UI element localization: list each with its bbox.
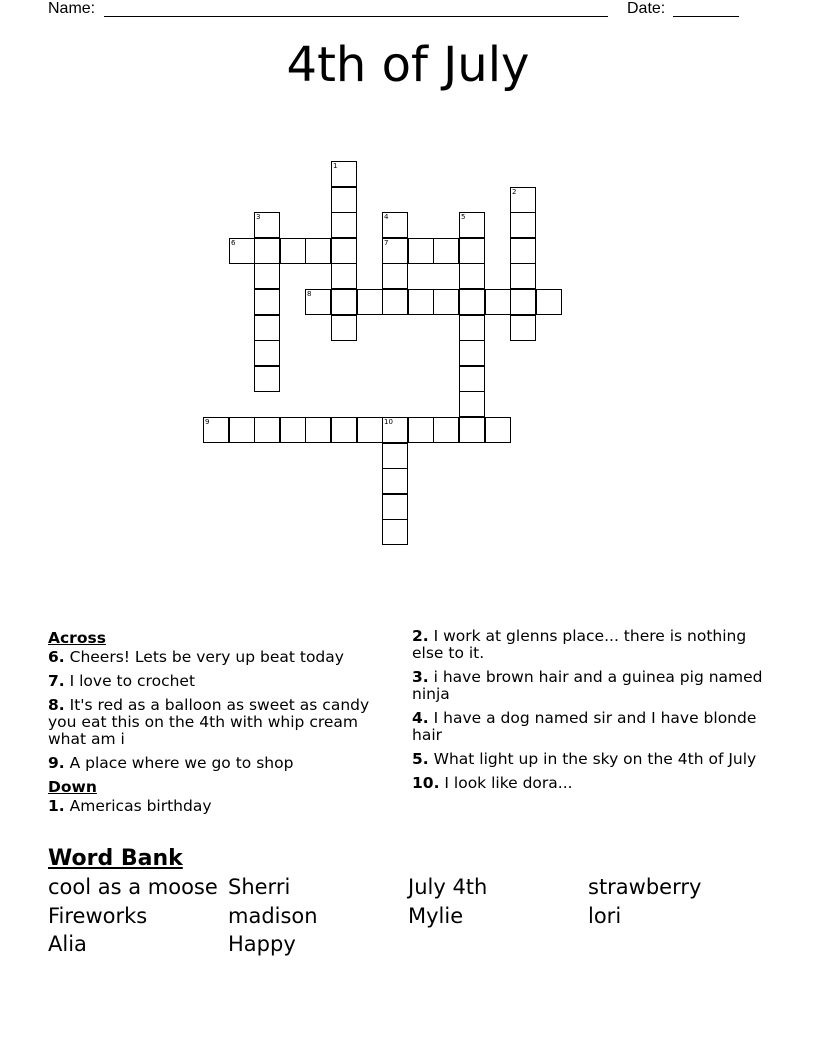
grid-cell[interactable] xyxy=(357,289,383,315)
clue-item xyxy=(412,775,764,792)
grid-cell[interactable] xyxy=(382,519,408,545)
clue-item xyxy=(412,710,764,744)
clue-text: I have a dog named sir and I have blonde hair xyxy=(412,709,757,744)
grid-cell[interactable] xyxy=(536,289,562,315)
clue-item xyxy=(48,755,383,772)
grid-cell[interactable] xyxy=(510,238,536,264)
cell-number: 3 xyxy=(256,213,261,221)
clue-text: Cheers! Lets be very up beat today xyxy=(69,648,344,666)
clue-number: 2. xyxy=(412,627,429,645)
grid-cell[interactable] xyxy=(510,263,536,289)
date-label: Date: xyxy=(627,0,666,17)
word-bank-item: Alia xyxy=(48,932,87,956)
word-bank-item: madison xyxy=(228,904,318,928)
grid-cell[interactable] xyxy=(459,315,485,341)
grid-cell[interactable] xyxy=(203,417,229,443)
cell-number: 1 xyxy=(333,162,338,170)
clue-text: What light up in the sky on the 4th of July xyxy=(433,750,757,768)
grid-cell[interactable] xyxy=(254,263,280,289)
grid-cell[interactable] xyxy=(305,289,331,315)
grid-cell[interactable] xyxy=(459,212,485,238)
grid-cell[interactable] xyxy=(408,289,434,315)
cell-number: 8 xyxy=(307,290,312,298)
grid-cell[interactable] xyxy=(254,366,280,392)
grid-cell[interactable] xyxy=(229,238,255,264)
grid-cell[interactable] xyxy=(382,417,408,443)
clue-number: 9. xyxy=(48,754,65,772)
grid-cell[interactable] xyxy=(382,212,408,238)
clue-text: I work at glenns place... there is nothing else to it. xyxy=(412,627,747,662)
clue-item xyxy=(48,673,383,690)
name-label: Name: xyxy=(48,0,96,17)
grid-cell[interactable] xyxy=(229,417,255,443)
puzzle-title: 4th of July xyxy=(286,37,530,93)
word-bank-item: Sherri xyxy=(228,875,291,899)
clue-number: 5. xyxy=(412,750,429,768)
grid-cell[interactable] xyxy=(433,289,459,315)
word-bank-item: July 4th xyxy=(408,875,488,899)
word-bank-item: cool as a moose xyxy=(48,875,218,899)
clue-text: i have brown hair and a guinea pig named ninja xyxy=(412,668,763,703)
grid-cell[interactable] xyxy=(382,468,408,494)
grid-cell[interactable] xyxy=(331,238,357,264)
grid-cell[interactable] xyxy=(331,263,357,289)
grid-cell[interactable] xyxy=(254,289,280,315)
grid-cell[interactable] xyxy=(254,340,280,366)
grid-cell[interactable] xyxy=(459,238,485,264)
grid-cell[interactable] xyxy=(408,238,434,264)
clue-item xyxy=(412,751,764,768)
clue-item xyxy=(48,649,383,666)
grid-cell[interactable] xyxy=(331,161,357,187)
clue-number: 6. xyxy=(48,648,65,666)
grid-cell[interactable] xyxy=(510,289,536,315)
clues-left-column xyxy=(48,628,383,822)
cell-number: 9 xyxy=(205,418,210,426)
clue-item xyxy=(48,697,383,748)
word-bank-item: Mylie xyxy=(408,904,464,928)
across-heading: Across xyxy=(48,629,106,647)
grid-cell[interactable] xyxy=(254,417,280,443)
clue-text: A place where we go to shop xyxy=(69,754,294,772)
clue-text: I love to crochet xyxy=(69,672,196,690)
clue-number: 8. xyxy=(48,696,65,714)
grid-cell[interactable] xyxy=(433,238,459,264)
grid-cell[interactable] xyxy=(331,315,357,341)
grid-cell[interactable] xyxy=(305,417,331,443)
grid-cell[interactable] xyxy=(459,417,485,443)
grid-cell[interactable] xyxy=(510,315,536,341)
clue-text: I look like dora... xyxy=(444,774,573,792)
grid-cell[interactable] xyxy=(510,212,536,238)
grid-cell[interactable] xyxy=(382,443,408,469)
cell-number: 2 xyxy=(512,188,517,196)
grid-cell[interactable] xyxy=(305,238,331,264)
cell-number: 10 xyxy=(384,418,393,426)
grid-cell[interactable] xyxy=(280,417,306,443)
grid-cell[interactable] xyxy=(485,417,511,443)
clues-right-column xyxy=(412,628,764,799)
grid-cell[interactable] xyxy=(254,315,280,341)
grid-cell[interactable] xyxy=(331,289,357,315)
cell-number: 7 xyxy=(384,239,389,247)
clue-number: 4. xyxy=(412,709,429,727)
grid-cell[interactable] xyxy=(459,366,485,392)
grid-cell[interactable] xyxy=(459,263,485,289)
down-heading: Down xyxy=(48,778,97,796)
clue-number: 7. xyxy=(48,672,65,690)
grid-cell[interactable] xyxy=(382,263,408,289)
grid-cell[interactable] xyxy=(408,417,434,443)
grid-cell[interactable] xyxy=(331,417,357,443)
grid-cell[interactable] xyxy=(433,417,459,443)
word-bank-item: Fireworks xyxy=(48,904,148,928)
grid-cell[interactable] xyxy=(357,417,383,443)
clue-number: 1. xyxy=(48,797,65,815)
word-bank-item: lori xyxy=(588,904,622,928)
grid-cell[interactable] xyxy=(382,494,408,520)
clue-number: 3. xyxy=(412,668,429,686)
grid-cell[interactable] xyxy=(382,289,408,315)
cell-number: 6 xyxy=(231,239,236,247)
clue-number: 10. xyxy=(412,774,440,792)
grid-cell[interactable] xyxy=(459,340,485,366)
word-bank-item: strawberry xyxy=(588,875,702,899)
grid-cell[interactable] xyxy=(459,289,485,315)
grid-cell[interactable] xyxy=(254,238,280,264)
clue-item xyxy=(48,798,383,815)
word-bank-title: Word Bank xyxy=(48,846,183,871)
clue-item xyxy=(412,669,764,703)
grid-cell[interactable] xyxy=(382,238,408,264)
grid-cell[interactable] xyxy=(280,238,306,264)
grid-cell[interactable] xyxy=(331,212,357,238)
cell-number: 5 xyxy=(461,213,466,221)
grid-cell[interactable] xyxy=(459,391,485,417)
clue-text: Americas birthday xyxy=(69,797,212,815)
word-bank-item: Happy xyxy=(228,932,296,956)
grid-cell[interactable] xyxy=(510,187,536,213)
clue-text: It's red as a balloon as sweet as candy you eat this on the 4th with whip cream what am i xyxy=(48,696,370,748)
grid-cell[interactable] xyxy=(485,289,511,315)
grid-cell[interactable] xyxy=(331,187,357,213)
grid-cell[interactable] xyxy=(254,212,280,238)
clue-item xyxy=(412,628,764,662)
cell-number: 4 xyxy=(384,213,389,221)
